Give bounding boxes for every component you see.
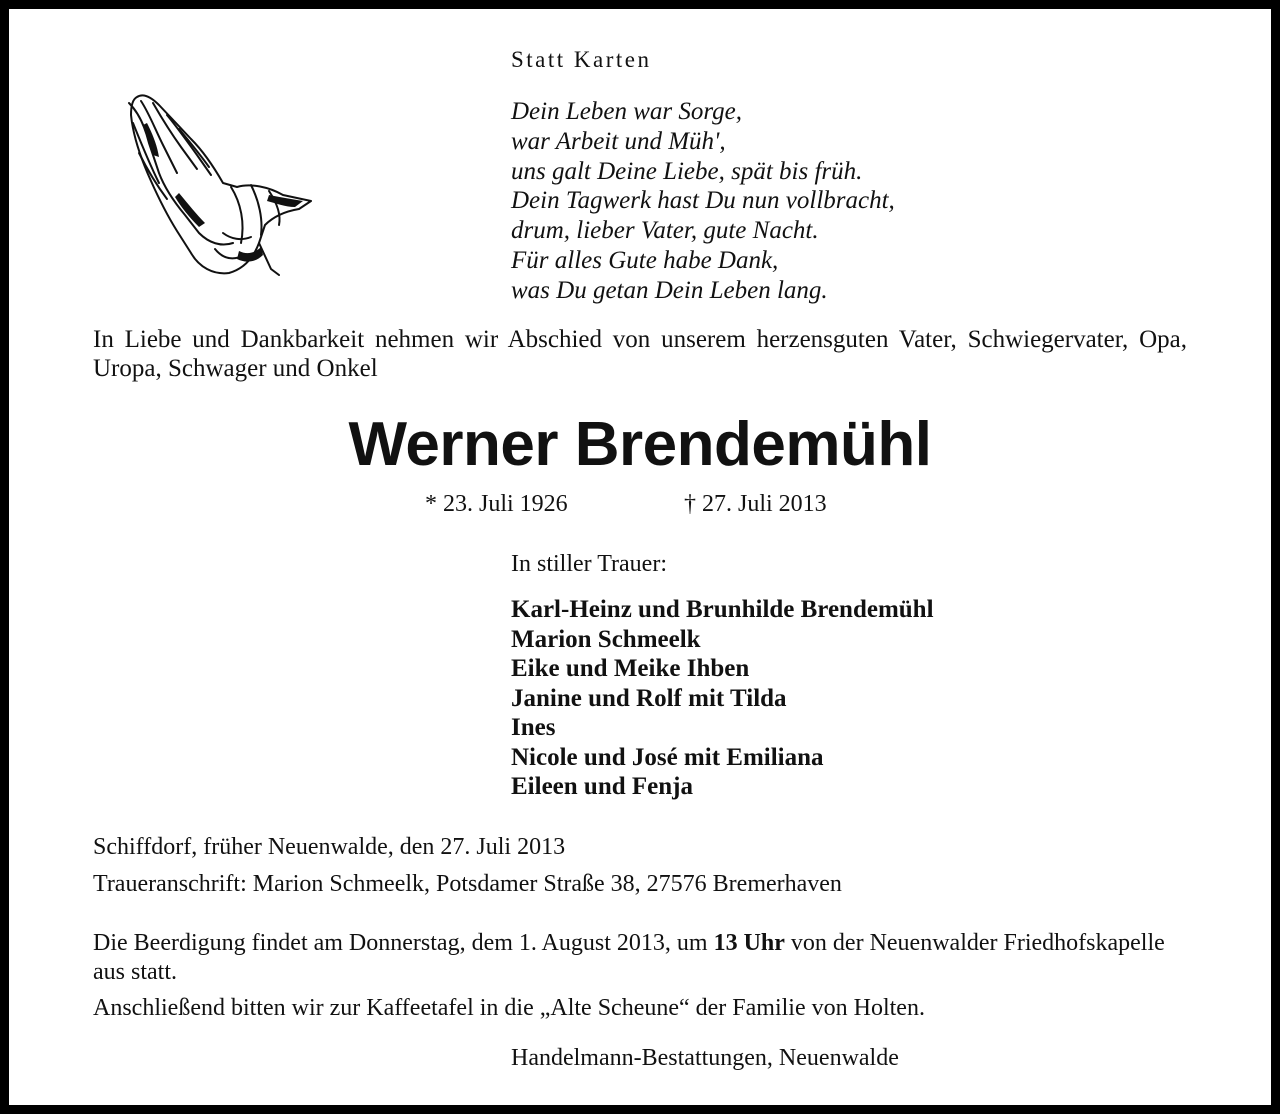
mourner-entry: Marion Schmeelk — [511, 625, 701, 653]
mourner-entry: Janine und Rolf mit Tilda — [511, 684, 787, 712]
reception-info: Anschließend bitten wir zur Kaffeetafel in die „Alte Scheune“ der Familie von Holten. — [93, 995, 925, 1021]
funeral-text-after: von der Neuenwalder Friedhofskapelle aus statt. — [93, 930, 1165, 985]
funeral-text-before: Die Beerdigung findet am Donnerstag, dem 1. August 2013, um — [93, 930, 714, 956]
mourner-entry: Nicole und José mit Emiliana — [511, 743, 824, 771]
place-and-date: Schiffdorf, früher Neuenwalde, den 27. Juli 2013 — [93, 834, 566, 860]
poem-line: Für alles Gute habe Dank, — [511, 246, 779, 274]
poem-line: uns galt Deine Liebe, spät bis früh. — [511, 157, 863, 185]
memorial-poem — [511, 97, 895, 306]
poem-line: Dein Tagwerk hast Du nun vollbracht, — [511, 187, 895, 215]
obituary-notice — [9, 9, 1271, 1105]
praying-hands-icon — [119, 83, 319, 279]
poem-line: was Du getan Dein Leben lang. — [511, 276, 828, 304]
notice-header: Statt Karten — [511, 47, 652, 72]
mourner-entry: Eike und Meike Ihben — [511, 655, 750, 682]
poem-line: drum, lieber Vater, gute Nacht. — [511, 217, 819, 245]
birth-date: * 23. Juli 1926 — [425, 491, 568, 517]
mourner-entry: Karl-Heinz und Brunhilde Brendemühl — [511, 596, 934, 623]
undertaker-name: Handelmann-Bestattungen, Neuenwalde — [511, 1045, 899, 1071]
funeral-info — [93, 929, 1187, 987]
mourning-address: Traueranschrift: Marion Schmeelk, Potsdamer Straße 38, 27576 Bremerhaven — [93, 871, 842, 897]
death-date: † 27. Juli 2013 — [684, 491, 827, 517]
mourner-entry: Eileen und Fenja — [511, 773, 693, 800]
mourner-entry: Ines — [511, 714, 556, 741]
farewell-intro: In Liebe und Dankbarkeit nehmen wir Abschied von unserem herzensguten Vater, Schwiegervater, Opa, Uropa, Schwager und Onkel — [93, 326, 1187, 382]
poem-line: war Arbeit und Müh', — [511, 127, 726, 155]
deceased-name: Werner Brendemühl — [348, 410, 932, 479]
mourners-list — [511, 595, 934, 802]
mourning-label: In stiller Trauer: — [511, 551, 667, 577]
poem-line: Dein Leben war Sorge, — [511, 98, 742, 125]
funeral-time: 13 Uhr — [713, 930, 785, 956]
